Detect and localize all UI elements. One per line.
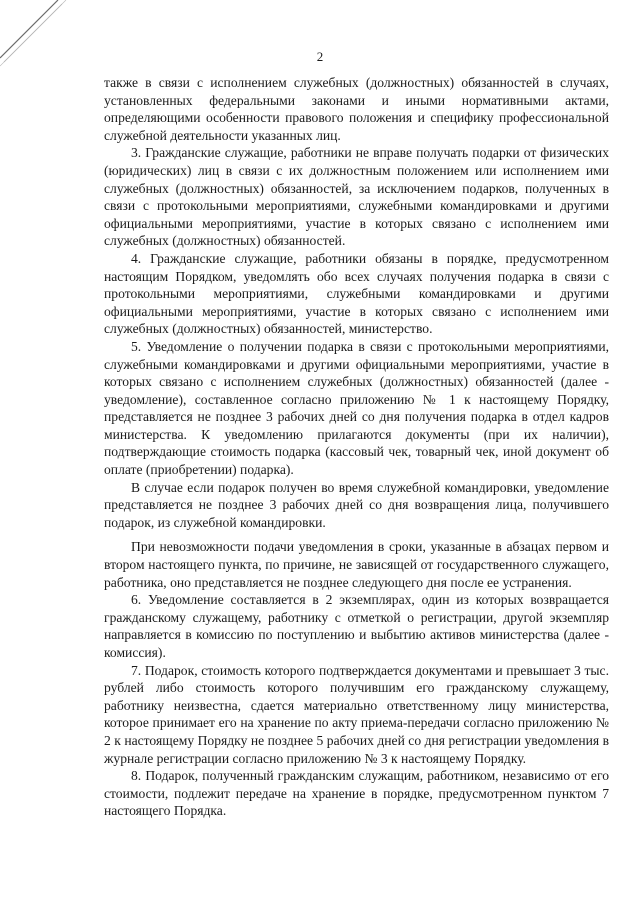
paragraph-impossibility: При невозможности подачи уведомления в сроки, указанные в абзацах первом и втором настоящего пункта, по причине, не зависящей от государственного служащего, работника, оно представляется не позднее следующего дня после ее устранения. <box>104 539 609 590</box>
paragraph-item-8: 8. Подарок, полученный гражданским служащим, работником, независимо от его стоимости, подлежит передаче на хранение в порядке, предусмотренном пунктом 7 настоящего Порядка. <box>104 768 609 819</box>
paragraph-item-3: 3. Гражданские служащие, работники не вправе получать подарки от физических (юридических) лиц в связи с их должностным положением или исполнением ими служебных (должностных) обязанностей, за исключением подарков, полученных в связи с протокольными мероприятиями, служебными командировками и другими официальными мероприятиями, участие в которых связано с исполнением ими служебных (должностных) обязанностей. <box>104 145 609 249</box>
paragraph-item-7: 7. Подарок, стоимость которого подтверждается документами и превышает 3 тыс. рублей либо стоимость которого получившим его гражданскому служащему, работнику неизвестна, сдается материально ответственному лицу министерства, которое принимает его на хранение по акту приема-передачи согласно приложению № 2 к настоящему Порядку не позднее 5 рабочих дней со дня регистрации уведомления в журнале регистрации согласно приложению № 3 к настоящему Порядку. <box>104 662 609 766</box>
paragraph-item-5: 5. Уведомление о получении подарка в связи с протокольными мероприятиями, служебными командировками и другими официальными мероприятиями, участие в которых связано с исполнением служебных (должностных) обязанностей (далее - уведомление), составленное согласно приложению № 1 к настоящему Порядку, представляется не позднее 3 рабочих дней со дня получения подарка в отдел кадров министерства. К уведомлению прилагаются документы (при их наличии), подтверждающие стоимость подарка (кассовый чек, товарный чек, иной документ об оплате (приобретении) подарка). <box>104 338 609 478</box>
paragraph-continuation: также в связи с исполнением служебных (должностных) обязанностей в случаях, установленных федеральными законами и иными нормативными актами, определяющими особенности правового положения и специфику профессиональной служебной деятельности указанных лиц. <box>104 75 609 143</box>
paragraph-item-4: 4. Гражданские служащие, работники обязаны в порядке, предусмотренном настоящим Порядком, уведомлять обо всех случаях получения подарка в связи с протокольными мероприятиями, служебными командировками и другими официальными мероприятиями, участие в которых связано с исполнением ими служебных (должностных) обязанностей, министерство. <box>104 250 609 337</box>
paragraph-business-trip: В случае если подарок получен во время служебной командировки, уведомление представляется не позднее 3 рабочих дней со дня возвращения лица, получившего подарок, из служебной командировки. <box>104 479 609 530</box>
paragraph-item-6: 6. Уведомление составляется в 2 экземплярах, один из которых возвращается гражданскому служащему, работнику с отметкой о регистрации, другой экземпляр направляется в комиссию по поступлению и выбытию активов министерства (далее - комиссия). <box>104 592 609 660</box>
document-body <box>104 74 609 820</box>
page-number: 2 <box>316 49 324 64</box>
